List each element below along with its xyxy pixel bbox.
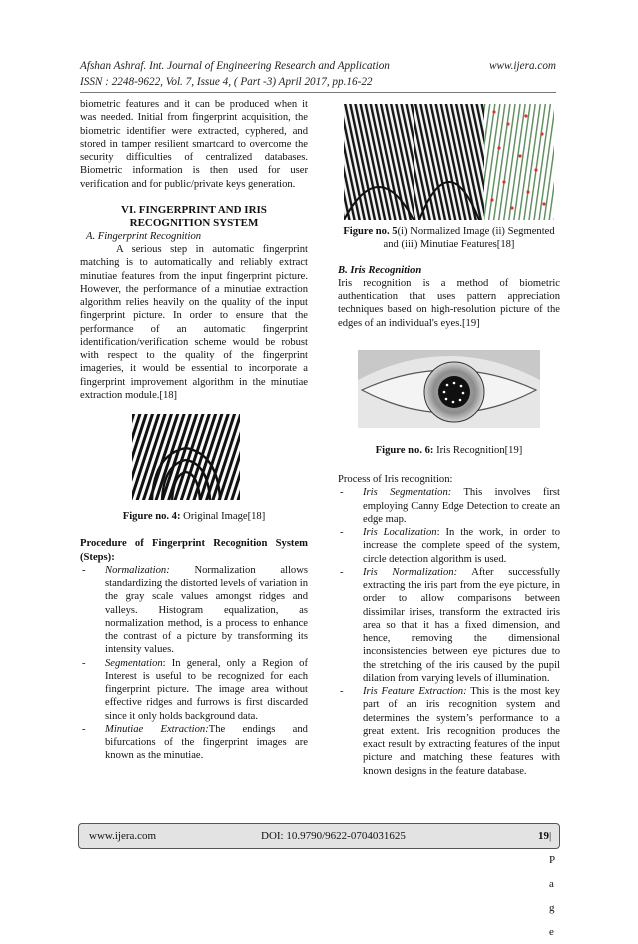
fingerprint-segmented-image (414, 104, 484, 220)
figure-5-text: (i) Normalized Image (ii) Segmented and (iii) Minutiae Features[18] (383, 226, 555, 251)
fingerprint-minutiae-image (484, 104, 554, 220)
figure-5-caption (338, 225, 560, 252)
right-column (338, 104, 560, 778)
iris-step: - Iris Segmentation: This involves first employing Canny Edge Detection to create an edge map. (340, 487, 560, 525)
process-heading: Process of Iris recognition: (338, 474, 453, 485)
iris-step: - Iris Localization: In the work, in order to increase the complete speed of the system, circle detection algorithm is used. (340, 527, 561, 565)
figure-4 (132, 414, 240, 500)
fingerprint-normalized-image (344, 104, 414, 220)
running-header (80, 58, 556, 90)
figure-6-text: Iris Recognition[19] (433, 444, 523, 456)
step-term: Iris Localization (363, 527, 437, 538)
header-divider (80, 92, 556, 93)
step-term: Segmentation (105, 657, 163, 669)
iris-step: - Iris Normalization: After successfully extracting the iris part from the eye picture, in order to allow comparisons between dissimilar irises, transform the extracted iris area so that it has a fixed dimension, and hence, removing the dimensional inconsistencies between eye pictures due to the stretching of the iris caused by the pupil dilation from varying levels of illumination. (340, 566, 560, 684)
step-text: This is the most key part of an iris recognition system and determines the system’s performance to a great extent. Iris recognition produces the exact result by extracting features of the input picture and matching these features with known designs in the feature database. (363, 686, 561, 777)
subsection-a-heading: A. Fingerprint Recognition (86, 230, 202, 242)
figure-6-caption (338, 444, 560, 457)
header-website: www.ijera.com (489, 60, 556, 72)
eye-iris-image (358, 350, 540, 428)
iris-step: - Iris Feature Extraction: This is the most key part of an iris recognition system and determines the system’s performance to a great extent. Iris recognition produces the exact result by extracting features of the input picture and matching these features with known designs in the feature database. (340, 686, 561, 777)
subsection-b-heading: B. Iris Recognition (338, 264, 422, 276)
step-term: Normalization: (105, 564, 170, 576)
procedure-step: - Minutiae Extraction:The endings and bifurcations of the fingerprint images are known as the minutiae. (82, 723, 308, 762)
figure-6-label: Figure no. 6: (375, 444, 434, 456)
iris-steps-list (338, 486, 560, 778)
figure-4-label: Figure no. 4: (122, 511, 181, 522)
footer-doi: DOI: 10.9790/9622-0704031625 (261, 830, 406, 842)
procedure-steps-list (80, 564, 308, 763)
iris-paragraph: Iris recognition is a method of biometric authentication that uses pattern appreciation techniques based on high-resolution picture of the edges of an individual's eyes.[19] (338, 277, 560, 329)
figure-4-text: Original Image[18] (180, 511, 266, 522)
figure-6 (358, 350, 540, 428)
step-text: : In the work, in order to increase the complete speed of the system, circle detection algorithm is used. (363, 527, 561, 565)
page-number: 19 (538, 830, 549, 842)
procedure-step: - Segmentation: In general, only a Region of Interest is useful to be recognized for each fingerprint picture. The image area without effective ridges and furrows is first discarded since it only holds background data. (82, 657, 308, 722)
figure-4-caption (80, 510, 308, 523)
step-text: After successfully extracting the iris part from the eye picture, in order to allow comparisons between dissimilar irises, transform the extracted iris area so that it has a fixed dimension, and hence, removing the dimensional inconsistencies between eye pictures due to the stretching of the iris caused by the pupil dilation from varying levels of illumination. (363, 566, 560, 684)
step-text: : In general, only a Region of Interest is useful to be recognized for each fingerprint picture. The image area without effective ridges and furrows is first discarded since it only holds background data. (105, 657, 308, 722)
intro-paragraph: biometric features and it can be produced when it was needed. Initial from fingerprint acquisition, the biometric identifier were extracted, cyphered, and stored in tamper resilient smartcard to overcome the security difficulties of centralized databases. Biometric information is then used for user verification and for public/private keys generation. (80, 99, 308, 190)
section-heading-line2: RECOGNITION SYSTEM (129, 216, 259, 229)
page-footer (78, 823, 560, 938)
step-term: Iris Feature Extraction: (363, 686, 467, 697)
step-term: Iris Normalization: (363, 566, 458, 578)
step-text: The endings and bifurcations of the fingerprint images are known as the minutiae. (105, 723, 308, 762)
fingerprint-paragraph: A serious step in automatic fingerprint matching is to automatically and reliably extract minutiae features from the input fingerprint picture. However, the performance of a minutiae extraction algorithm relies heavily on the quality of the input fingerprint picture. In order to ensure that the performance of an automatic fingerprint identification/verification scheme would be robust with respect to the quality of the fingerprint imageries, it would be essential to incorporate a fingerprint improvement algorithm in the minutiae extraction module.[18] (80, 244, 308, 401)
step-term: Iris Segmentation: (363, 487, 452, 499)
footer-website-link[interactable]: www.ijera.com (89, 830, 157, 842)
page-label: | P a g e (549, 830, 555, 938)
issn-line: ISSN : 2248-9622, Vol. 7, Issue 4, ( Part -3) April 2017, pp.16-22 (80, 76, 373, 88)
journal-citation: Afshan Ashraf. Int. Journal of Engineering Research and Application (80, 60, 390, 72)
section-heading-line1: VI. FINGERPRINT AND IRIS (121, 203, 267, 216)
step-text: Normalization allows standardizing the distorted levels of variation in the gray scale values amongst ridges and valleys. Histogram equalization, as normalization method, is a process to enhance the contrast of a picture by transforming its intensity values. (105, 564, 308, 656)
procedure-step: - Normalization: Normalization allows standardizing the distorted levels of variation in the gray scale values amongst ridges and valleys. Histogram equalization, as normalization method, is a process to enhance the contrast of a picture by transforming its intensity values. (82, 564, 308, 656)
section-heading (80, 204, 308, 230)
fingerprint-original-image (132, 414, 240, 500)
procedure-heading: Procedure of Fingerprint Recognition System (Steps): (80, 538, 308, 563)
figure-5 (344, 104, 554, 220)
left-column (80, 98, 308, 763)
footer-page-number (538, 824, 555, 938)
figure-5-label: Figure no. 5 (343, 226, 398, 237)
step-text: This involves first employing Canny Edge Detection to create an edge map. (363, 487, 560, 525)
step-term: Minutiae Extraction: (105, 723, 209, 735)
